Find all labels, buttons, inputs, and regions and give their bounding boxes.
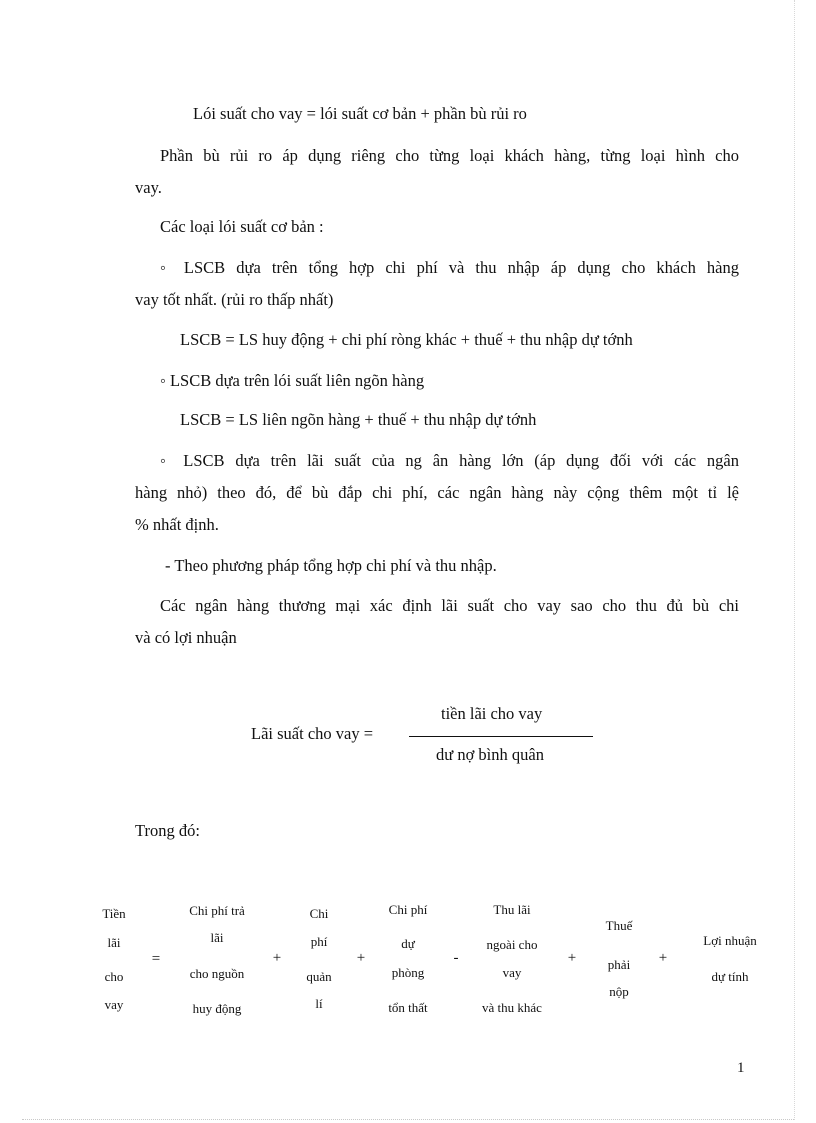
term-other-income-line2: ngoài cho (486, 937, 538, 952)
plus-sign-3: + (567, 950, 577, 966)
term-interest-cost-line2: lãi (210, 930, 224, 945)
fraction-bar (409, 736, 593, 737)
term-interest-income-line4: vay (104, 997, 124, 1012)
term-interest-cost-line1: Chi phí trả (189, 903, 245, 918)
term-interest-income-line2: lãi (107, 935, 121, 950)
page-right-border (794, 0, 795, 1120)
term-tax-line3: nộp (609, 984, 629, 999)
page-number: 1 (737, 1060, 745, 1076)
paragraph-risk-premium-line2: vay. (135, 178, 162, 197)
paragraph-risk-premium-line1: Phần bù rủi ro áp dụng riêng cho từng loại khách hàng, từng loại hình cho (160, 146, 739, 165)
term-tax-line2: phải (607, 957, 631, 972)
plus-sign-1: + (272, 950, 282, 966)
formula-lscb-interbank: LSCB = LS liên ngõn hàng + thuế + thu nhập dự tớnh (180, 410, 537, 429)
term-interest-income-line3: cho (104, 969, 124, 984)
fraction-numerator: tiền lãi cho vay (441, 704, 543, 723)
term-interest-income-line1: Tiền (102, 906, 126, 921)
formula-loan-rate: Lói suất cho vay = lói suất cơ bản + phần bù rủi ro (193, 104, 527, 123)
minus-sign: - (453, 950, 459, 966)
term-admin-cost-line3: quản (306, 969, 332, 984)
bullet-lscb-cost-income-line1: ◦ LSCB dựa trên tổng hợp chi phí và thu nhập áp dụng cho khách hàng (160, 258, 739, 277)
plus-sign-4: + (658, 950, 668, 966)
bullet-lscb-cost-income-line2: vay tốt nhất. (rủi ro thấp nhất) (135, 290, 334, 309)
bullet-lscb-large-bank-line2: hàng nhỏ) theo đó, để bù đắp chi phí, các ngân hàng này cộng thêm một tỉ lệ (135, 483, 739, 502)
term-provision-line4: tổn thất (388, 1000, 428, 1015)
fraction-denominator: dư nợ bình quân (436, 745, 544, 764)
term-provision-line1: Chi phí (388, 902, 428, 917)
where-label: Trong đó: (135, 821, 200, 840)
page-bottom-border (22, 1119, 794, 1120)
term-provision-line2: dự (401, 936, 415, 951)
term-expected-profit-line2: dự tính (711, 969, 749, 984)
term-tax-line1: Thuế (605, 918, 633, 933)
heading-base-rates: Các loại lói suất cơ bản : (160, 217, 324, 236)
paragraph-commercial-banks-line2: và có lợi nhuận (135, 628, 237, 647)
term-interest-cost-line3: cho nguồn (189, 966, 245, 981)
paragraph-commercial-banks-line1: Các ngân hàng thương mại xác định lãi suất cho vay sao cho thu đủ bù chi (160, 596, 739, 615)
term-interest-cost-line4: huy động (192, 1001, 242, 1016)
equals-sign: = (151, 951, 161, 967)
term-admin-cost-line4: lí (315, 996, 323, 1011)
bullet-lscb-large-bank-line3: % nhất định. (135, 515, 219, 534)
bullet-lscb-interbank: ◦ LSCB dựa trên lói suất liên ngõn hàng (160, 371, 425, 390)
formula-lscb-deposit: LSCB = LS huy động + chi phí ròng khác + thuế + thu nhập dự tớnh (180, 330, 633, 349)
term-expected-profit-line1: Lợi nhuận (703, 933, 757, 948)
term-other-income-line3: vay (502, 965, 522, 980)
term-provision-line3: phòng (391, 965, 425, 980)
term-other-income-line1: Thu lãi (493, 902, 531, 917)
term-other-income-line4: và thu khác (482, 1000, 542, 1015)
plus-sign-2: + (356, 950, 366, 966)
term-admin-cost-line1: Chi (309, 906, 329, 921)
bullet-lscb-large-bank-line1: ◦ LSCB dựa trên lãi suất của ng ân hàng lớn (áp dụng đối với các ngân (160, 451, 739, 470)
method-heading: - Theo phương pháp tổng hợp chi phí và thu nhập. (165, 556, 497, 575)
fraction-lhs: Lãi suất cho vay = (251, 724, 374, 743)
term-admin-cost-line2: phí (310, 934, 328, 949)
